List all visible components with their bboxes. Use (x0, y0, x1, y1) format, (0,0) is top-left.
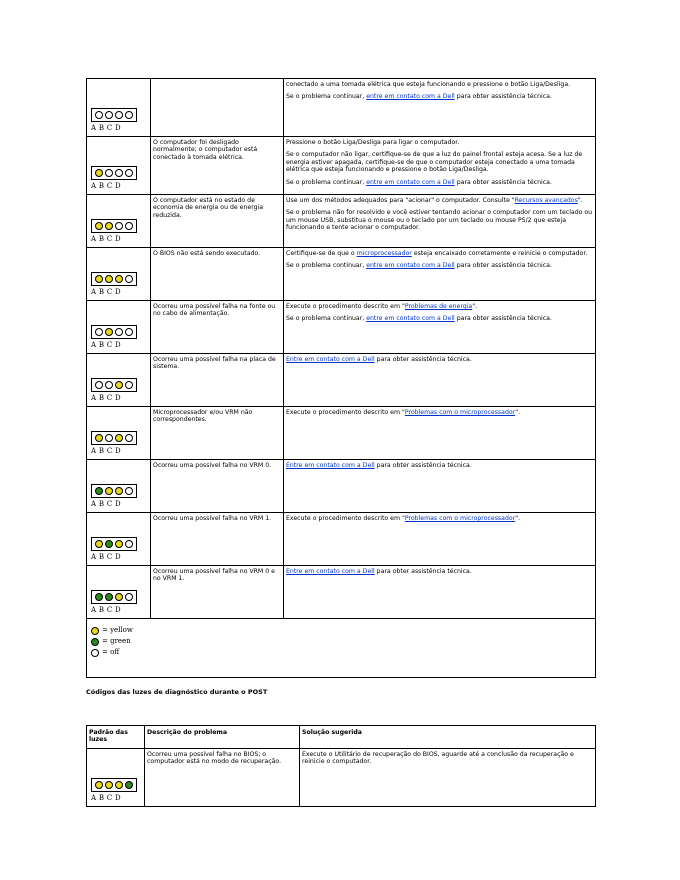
light-labels: A B C D (91, 234, 121, 243)
yellow-light-icon (105, 328, 113, 336)
post-table-header (87, 726, 596, 749)
header-suggested-solution: Solução sugerida (300, 726, 596, 749)
light-pattern (91, 378, 137, 402)
diagnostic-lights (91, 108, 137, 122)
diagnostic-lights-table (86, 78, 596, 678)
off-light-icon (95, 328, 103, 336)
green-light-icon (91, 638, 99, 646)
table-row (87, 460, 596, 513)
off-light-icon (125, 169, 133, 177)
solution-text: para obter assistência técnica. (374, 462, 472, 469)
problem-description: Ocorreu uma possível falha no BIOS; o computador está no modo de recuperação. (145, 749, 300, 807)
suggested-solution (284, 79, 596, 137)
solution-text: Execute o procedimento descrito em " (286, 515, 405, 522)
table-row (87, 248, 596, 301)
light-pattern (91, 166, 137, 190)
suggested-solution (284, 460, 596, 513)
problem-description: O BIOS não está sendo executado. (151, 248, 284, 301)
light-pattern-cell (87, 301, 151, 354)
off-light-icon (125, 328, 133, 336)
light-pattern (91, 590, 137, 614)
light-labels: A B C D (91, 446, 121, 455)
help-link[interactable]: Problemas com o microprocessador (404, 409, 516, 416)
off-light-icon (125, 222, 133, 230)
light-labels: A B C D (91, 393, 121, 402)
light-labels: A B C D (91, 552, 121, 561)
help-link[interactable]: entre em contato com a Dell (366, 178, 455, 186)
table-row (87, 513, 596, 566)
suggested-solution (284, 407, 596, 460)
section-heading: Códigos das luzes de diagnóstico durante o POST (86, 688, 268, 696)
solution-text: para obter assistência técnica. (454, 178, 552, 186)
solution-text: Use um dos métodos adequados para "acionar" o computador. Consulte " (286, 197, 515, 204)
off-light-icon (125, 111, 133, 119)
help-link[interactable]: Problemas de energia (404, 303, 473, 310)
solution-text: Se o problema não for resolvido e você estiver tentando acionar o computador com um teclado ou um mouse USB, substitua o mouse ou o teclado por um teclado ou mouse PS/2 que esteja funcionando e tente acionar o computador. (286, 209, 593, 232)
off-light-icon (125, 434, 133, 442)
light-pattern-cell (87, 248, 151, 301)
off-light-icon (105, 434, 113, 442)
help-link[interactable]: Entre em contato com a Dell (286, 462, 375, 469)
light-labels: A B C D (91, 605, 121, 614)
problem-description: Ocorreu uma possível falha no VRM 0 e no VRM 1. (151, 566, 284, 619)
solution-text: Se o problema continuar, (286, 93, 367, 101)
help-link[interactable]: entre em contato com a Dell (366, 262, 455, 270)
suggested-solution (284, 566, 596, 619)
solution-text: ". (515, 515, 521, 522)
off-light-icon (105, 169, 113, 177)
problem-description: Microprocessador e/ou VRM não correspondentes. (151, 407, 284, 460)
solution-text: Pressione o botão Liga/Desliga para ligar o computador. (286, 139, 460, 146)
light-pattern (91, 484, 137, 508)
yellow-light-icon (115, 275, 123, 283)
light-pattern-cell (87, 79, 151, 137)
light-pattern (91, 272, 137, 296)
solution-text: para obter assistência técnica. (374, 568, 472, 575)
legend-row (87, 619, 596, 678)
help-link[interactable]: Problemas com o microprocessador (404, 515, 516, 522)
solution-paragraph (286, 93, 593, 100)
solution-paragraph (286, 250, 593, 257)
suggested-solution (284, 513, 596, 566)
light-pattern-cell (87, 137, 151, 195)
off-light-icon (95, 111, 103, 119)
solution-text: para obter assistência técnica. (454, 315, 552, 323)
suggested-solution (284, 137, 596, 195)
help-link[interactable]: entre em contato com a Dell (366, 93, 455, 101)
yellow-light-icon (115, 593, 123, 601)
problem-description: O computador foi desligado normalmente; o computador está conectado à tomada elétrica. (151, 137, 284, 195)
yellow-light-icon (105, 222, 113, 230)
legend-label: = off (102, 648, 120, 656)
solution-text: esteja encaixado corretamente e reinicie o computador. (411, 250, 588, 257)
off-light-icon (115, 169, 123, 177)
light-labels: A B C D (91, 181, 121, 190)
light-pattern-cell (87, 407, 151, 460)
yellow-light-icon (95, 275, 103, 283)
solution-paragraph (286, 139, 593, 146)
solution-paragraph (286, 197, 593, 204)
yellow-light-icon (105, 781, 113, 789)
green-light-icon (95, 487, 103, 495)
off-light-icon (125, 381, 133, 389)
yellow-light-icon (95, 781, 103, 789)
light-labels: A B C D (91, 793, 121, 802)
solution-text: conectado a uma tomada elétrica que esteja funcionando e pressione o botão Liga/Desliga. (286, 81, 571, 88)
green-light-icon (95, 593, 103, 601)
document-page (86, 78, 596, 807)
table-row (87, 137, 596, 195)
solution-paragraph (286, 81, 593, 88)
suggested-solution (284, 248, 596, 301)
problem-description: O computador está no estado de economia de energia ou de energia reduzida. (151, 195, 284, 248)
solution-text: Execute o Utilitário de recuperação do BIOS, aguarde até a conclusão da recuperação e reinicie o computador. (302, 751, 574, 766)
solution-paragraph (286, 356, 593, 363)
light-pattern (91, 778, 137, 802)
legend-item (91, 625, 591, 636)
diagnostic-lights (91, 537, 137, 551)
solution-text: para obter assistência técnica. (454, 262, 552, 270)
off-light-icon (91, 649, 99, 657)
solution-text: Certifique-se de que o (286, 250, 357, 257)
help-link[interactable]: Recursos avançados (514, 197, 578, 204)
yellow-light-icon (115, 487, 123, 495)
problem-description: Ocorreu uma possível falha no VRM 1. (151, 513, 284, 566)
post-lights-table (86, 725, 596, 807)
problem-description (151, 79, 284, 137)
light-pattern-cell (87, 749, 145, 807)
off-light-icon (105, 111, 113, 119)
solution-paragraph (286, 179, 593, 186)
light-pattern-cell (87, 566, 151, 619)
diagnostic-lights (91, 778, 137, 792)
diagnostic-lights (91, 325, 137, 339)
suggested-solution (284, 195, 596, 248)
header-light-pattern: Padrão das luzes (87, 726, 145, 749)
yellow-light-icon (91, 627, 99, 635)
off-light-icon (95, 381, 103, 389)
suggested-solution (300, 749, 596, 807)
yellow-light-icon (95, 169, 103, 177)
yellow-light-icon (105, 487, 113, 495)
yellow-light-icon (105, 275, 113, 283)
light-labels: A B C D (91, 287, 121, 296)
light-labels: A B C D (91, 499, 121, 508)
yellow-light-icon (115, 540, 123, 548)
solution-paragraph (286, 151, 593, 173)
solution-paragraph (286, 462, 593, 469)
solution-text: para obter assistência técnica. (454, 93, 552, 101)
yellow-light-icon (95, 540, 103, 548)
light-pattern (91, 325, 137, 349)
problem-description: Ocorreu uma possível falha no VRM 0. (151, 460, 284, 513)
diagnostic-lights (91, 484, 137, 498)
solution-paragraph (286, 262, 593, 269)
solution-text: Se o problema continuar, (286, 262, 367, 270)
table-row (87, 749, 596, 807)
green-light-icon (105, 593, 113, 601)
solution-text: ". (577, 197, 583, 204)
legend-label: = green (102, 637, 131, 645)
help-link[interactable]: microprocessador (356, 250, 412, 257)
light-pattern-cell (87, 354, 151, 407)
light-pattern-cell (87, 195, 151, 248)
solution-text: ". (515, 409, 521, 416)
light-labels: A B C D (91, 340, 121, 349)
light-pattern-cell (87, 513, 151, 566)
diagnostic-lights (91, 272, 137, 286)
legend-item (91, 647, 591, 658)
table-row (87, 407, 596, 460)
diagnostic-lights (91, 590, 137, 604)
table-row (87, 566, 596, 619)
off-light-icon (115, 111, 123, 119)
solution-text: Se o problema continuar, (286, 178, 367, 186)
light-labels: A B C D (91, 123, 121, 132)
yellow-light-icon (115, 434, 123, 442)
legend (87, 619, 596, 678)
table-row (87, 354, 596, 407)
yellow-light-icon (95, 222, 103, 230)
help-link[interactable]: Entre em contato com a Dell (286, 356, 375, 363)
solution-paragraph (302, 751, 593, 766)
off-light-icon (115, 328, 123, 336)
solution-paragraph (286, 409, 593, 416)
diagnostic-lights (91, 378, 137, 392)
suggested-solution (284, 301, 596, 354)
light-pattern (91, 537, 137, 561)
yellow-light-icon (95, 434, 103, 442)
yellow-light-icon (115, 381, 123, 389)
legend-label: = yellow (102, 626, 133, 634)
off-light-icon (125, 275, 133, 283)
table-row (87, 301, 596, 354)
diagnostic-lights (91, 166, 137, 180)
solution-paragraph (286, 303, 593, 310)
solution-text: Execute o procedimento descrito em " (286, 303, 405, 310)
problem-description: Ocorreu uma possível falha na fonte ou no cabo de alimentação. (151, 301, 284, 354)
diagnostic-lights (91, 219, 137, 233)
problem-description: Ocorreu uma possível falha na placa de sistema. (151, 354, 284, 407)
solution-paragraph (286, 315, 593, 322)
solution-paragraph (286, 209, 593, 231)
solution-paragraph (286, 568, 593, 575)
help-link[interactable]: Entre em contato com a Dell (286, 568, 375, 575)
off-light-icon (105, 381, 113, 389)
off-light-icon (115, 222, 123, 230)
light-pattern (91, 431, 137, 455)
table-row (87, 79, 596, 137)
solution-paragraph (286, 515, 593, 522)
solution-text: Se o problema continuar, (286, 315, 367, 323)
green-light-icon (125, 781, 133, 789)
off-light-icon (125, 593, 133, 601)
yellow-light-icon (115, 781, 123, 789)
light-pattern (91, 219, 137, 243)
light-pattern (91, 108, 137, 132)
help-link[interactable]: entre em contato com a Dell (366, 315, 455, 323)
off-light-icon (125, 540, 133, 548)
legend-item (91, 636, 591, 647)
green-light-icon (105, 540, 113, 548)
diagnostic-lights (91, 431, 137, 445)
solution-text: para obter assistência técnica. (374, 356, 472, 363)
solution-text: ". (472, 303, 478, 310)
off-light-icon (125, 487, 133, 495)
header-problem-description: Descrição do problema (145, 726, 300, 749)
solution-text: Se o computador não ligar, certifique-se de que a luz do painel frontal esteja acesa. Se a luz de energia estiver apagada, certifique-se de que o computador esteja conectado a uma tomada elétrica que esteja funcionando e pressione o botão Liga/Desliga. (286, 151, 583, 174)
solution-text: Execute o procedimento descrito em " (286, 409, 405, 416)
light-pattern-cell (87, 460, 151, 513)
suggested-solution (284, 354, 596, 407)
table-row (87, 195, 596, 248)
